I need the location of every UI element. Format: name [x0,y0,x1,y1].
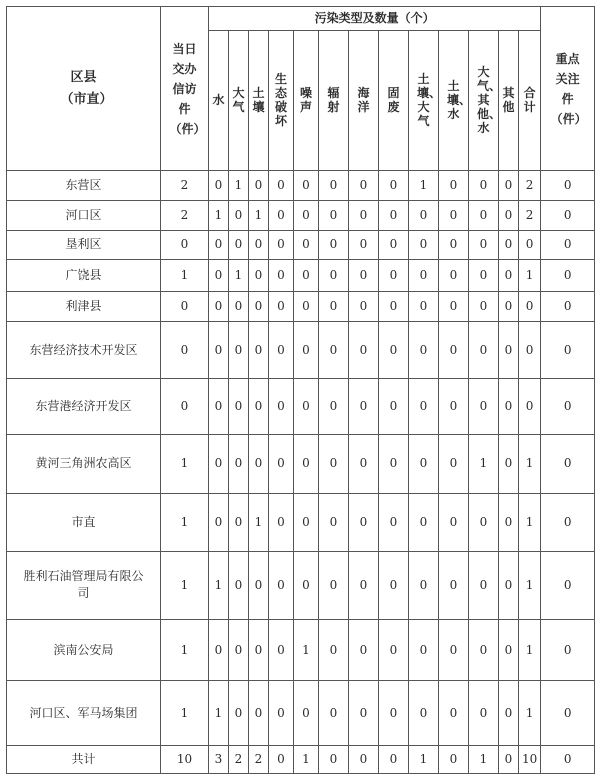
cell-type-value: 0 [209,493,229,552]
cell-type-value: 1 [249,493,269,552]
cell-focus: 0 [541,230,595,260]
cell-type-value: 0 [209,379,229,434]
cell-type-value: 0 [349,292,379,322]
cell-handled: 0 [161,292,209,322]
cell-type-value: 0 [269,321,294,379]
cell-handled: 1 [161,681,209,746]
cell-type-value: 2 [249,746,269,774]
table-row [7,493,595,552]
cell-type-value: 0 [294,171,319,201]
cell-focus: 0 [541,552,595,620]
cell-focus: 0 [541,681,595,746]
cell-type-value: 0 [499,379,519,434]
area-name: 东营港经济开发区 [35,399,132,414]
cell-type-value: 0 [439,493,469,552]
header-area-label: 区县（市直） [60,69,113,107]
header-type-label: 水 [212,93,225,107]
cell-focus: 0 [541,171,595,201]
cell-type-value: 0 [269,230,294,260]
cell-type-value: 0 [349,379,379,434]
cell-type-value: 0 [249,321,269,379]
cell-handled: 2 [161,171,209,201]
cell-area [7,552,161,620]
cell-type-value: 0 [409,552,439,620]
cell-focus: 0 [541,200,595,230]
cell-type-value: 1 [519,681,541,746]
table-row [7,379,595,434]
table-row [7,171,595,201]
header-type-11 [499,31,519,171]
cell-type-value: 0 [469,171,499,201]
cell-type-value: 0 [319,200,349,230]
cell-type-value: 0 [499,434,519,493]
cell-type-value: 0 [209,171,229,201]
cell-type-value: 0 [269,493,294,552]
cell-type-value: 0 [499,681,519,746]
cell-type-value: 0 [379,746,409,774]
area-name: 市直 [71,514,96,529]
cell-area [7,434,161,493]
cell-type-value: 1 [519,260,541,292]
cell-type-value: 0 [439,619,469,681]
cell-type-value: 0 [499,200,519,230]
cell-type-value: 0 [519,321,541,379]
cell-type-value: 0 [409,260,439,292]
cell-type-value: 0 [349,200,379,230]
cell-type-value: 1 [469,434,499,493]
cell-type-value: 0 [439,552,469,620]
cell-type-value: 0 [319,260,349,292]
header-handled [161,7,209,171]
cell-focus: 0 [541,434,595,493]
cell-type-value: 0 [209,292,229,322]
cell-type-value: 0 [349,746,379,774]
cell-type-value: 0 [319,552,349,620]
header-focus-label: 重点关注件（件） [550,51,587,126]
cell-type-value: 0 [229,434,249,493]
cell-type-value: 0 [469,681,499,746]
cell-type-value: 0 [469,321,499,379]
cell-type-value: 0 [269,260,294,292]
cell-type-value: 0 [439,681,469,746]
cell-type-value: 0 [209,321,229,379]
cell-type-value: 0 [409,379,439,434]
cell-type-value: 0 [249,619,269,681]
cell-type-value: 0 [499,171,519,201]
cell-type-value: 0 [439,200,469,230]
cell-type-value: 0 [439,321,469,379]
table-row [7,619,595,681]
cell-type-value: 1 [519,552,541,620]
cell-type-value: 0 [439,171,469,201]
cell-type-value: 0 [294,200,319,230]
cell-type-value: 0 [269,171,294,201]
cell-type-value: 0 [319,434,349,493]
header-type-0 [209,31,229,171]
cell-area [7,260,161,292]
cell-type-value: 0 [469,379,499,434]
cell-focus: 0 [541,260,595,292]
cell-focus: 0 [541,321,595,379]
cell-type-value: 2 [519,200,541,230]
cell-handled: 2 [161,200,209,230]
cell-type-value: 0 [229,379,249,434]
cell-type-value: 0 [269,746,294,774]
cell-type-value: 1 [519,619,541,681]
table-row [7,230,595,260]
cell-type-value: 0 [379,681,409,746]
cell-type-value: 0 [229,681,249,746]
cell-type-value: 0 [379,321,409,379]
cell-type-value: 0 [209,260,229,292]
cell-type-value: 0 [499,260,519,292]
cell-type-value: 0 [269,379,294,434]
header-pollution-group [209,7,541,31]
cell-handled: 1 [161,619,209,681]
cell-area [7,200,161,230]
cell-type-value: 0 [269,200,294,230]
cell-type-value: 0 [469,552,499,620]
cell-type-value: 0 [269,292,294,322]
cell-type-value: 0 [229,552,249,620]
cell-type-value: 0 [269,681,294,746]
header-type-label: 噪声 [299,86,312,114]
table-row [7,681,595,746]
cell-type-value: 0 [519,379,541,434]
header-type-3 [269,31,294,171]
cell-type-value: 0 [319,746,349,774]
area-name: 垦利区 [65,237,102,252]
cell-type-value: 0 [209,230,229,260]
cell-type-value: 0 [319,379,349,434]
area-name: 利津县 [65,299,102,314]
header-type-label: 其他 [502,86,515,114]
cell-type-value: 0 [229,230,249,260]
cell-type-value: 0 [409,200,439,230]
total-row [7,746,595,774]
cell-type-value: 0 [379,171,409,201]
cell-type-value: 0 [209,619,229,681]
cell-type-value: 0 [294,434,319,493]
table-row [7,292,595,322]
cell-type-value: 0 [379,200,409,230]
cell-focus: 0 [541,292,595,322]
cell-type-value: 0 [319,493,349,552]
cell-handled: 0 [161,379,209,434]
header-type-1 [229,31,249,171]
cell-type-value: 0 [379,434,409,493]
cell-type-value: 0 [379,493,409,552]
cell-area [7,493,161,552]
cell-type-value: 1 [209,552,229,620]
cell-handled: 0 [161,321,209,379]
table-row [7,200,595,230]
cell-type-value: 0 [439,292,469,322]
cell-area [7,379,161,434]
cell-type-value: 1 [209,200,229,230]
header-type-7 [379,31,409,171]
cell-type-value: 0 [379,230,409,260]
cell-type-value: 0 [294,552,319,620]
cell-area [7,171,161,201]
cell-type-value: 0 [469,292,499,322]
cell-type-value: 0 [249,681,269,746]
cell-type-value: 0 [349,434,379,493]
cell-type-value: 0 [319,292,349,322]
cell-type-value: 0 [294,379,319,434]
cell-type-value: 0 [294,321,319,379]
cell-area [7,321,161,379]
header-type-8 [409,31,442,171]
cell-area [7,292,161,322]
cell-type-value: 0 [294,230,319,260]
table-body [7,171,595,774]
cell-type-value: 0 [319,230,349,260]
cell-focus: 0 [541,493,595,552]
cell-type-value: 0 [269,619,294,681]
cell-type-value: 0 [229,292,249,322]
cell-focus: 0 [541,746,595,774]
cell-type-value: 0 [499,292,519,322]
header-type-label: 海洋 [357,86,370,114]
cell-type-value: 0 [519,292,541,322]
cell-area [7,619,161,681]
cell-type-value: 0 [409,681,439,746]
cell-type-value: 0 [319,681,349,746]
cell-type-value: 0 [439,230,469,260]
cell-handled: 1 [161,493,209,552]
cell-type-value: 0 [499,552,519,620]
cell-type-value: 0 [249,260,269,292]
cell-type-value: 0 [519,230,541,260]
cell-area [7,746,161,774]
header-pollution-group-label: 污染类型及数量（个） [314,11,435,25]
area-name: 广饶县 [65,268,102,283]
header-type-6 [349,31,379,171]
cell-type-value: 0 [229,321,249,379]
complaint-statistics-table [6,6,595,774]
cell-handled: 10 [161,746,209,774]
cell-handled: 1 [161,552,209,620]
header-type-10 [469,31,502,171]
cell-type-value: 0 [409,493,439,552]
cell-type-value: 0 [294,493,319,552]
cell-type-value: 0 [294,260,319,292]
cell-handled: 1 [161,260,209,292]
header-type-5 [319,31,349,171]
cell-type-value: 0 [499,493,519,552]
table-row [7,260,595,292]
cell-type-value: 0 [379,619,409,681]
cell-type-value: 0 [409,619,439,681]
cell-type-value: 0 [349,681,379,746]
cell-type-value: 0 [469,493,499,552]
header-type-12 [519,31,541,171]
area-name: 东营经济技术开发区 [29,342,138,357]
cell-type-value: 0 [349,260,379,292]
cell-type-value: 1 [519,493,541,552]
cell-type-value: 1 [519,434,541,493]
cell-type-value: 0 [439,260,469,292]
header-focus [541,7,595,171]
cell-type-value: 0 [319,321,349,379]
cell-type-value: 0 [249,552,269,620]
header-type-label: 土壤、大气 [417,72,442,128]
header-type-2 [249,31,269,171]
cell-type-value: 0 [379,292,409,322]
cell-type-value: 0 [439,746,469,774]
cell-type-value: 2 [519,171,541,201]
table-row [7,434,595,493]
header-handled-label: 当日交办信访件（件） [169,41,206,136]
cell-type-value: 1 [229,171,249,201]
cell-type-value: 0 [229,200,249,230]
cell-type-value: 0 [349,493,379,552]
cell-type-value: 0 [249,230,269,260]
header-type-label: 辐射 [327,86,340,114]
cell-type-value: 10 [519,746,541,774]
cell-area [7,681,161,746]
cell-type-value: 0 [319,619,349,681]
cell-type-value: 1 [249,200,269,230]
cell-focus: 0 [541,619,595,681]
cell-type-value: 0 [379,379,409,434]
cell-type-value: 0 [499,230,519,260]
cell-type-value: 0 [439,434,469,493]
header-type-4 [294,31,319,171]
cell-type-value: 0 [409,321,439,379]
cell-type-value: 0 [249,292,269,322]
cell-type-value: 0 [349,321,379,379]
cell-type-value: 0 [469,230,499,260]
cell-type-value: 0 [469,200,499,230]
cell-type-value: 3 [209,746,229,774]
cell-type-value: 0 [409,434,439,493]
cell-type-value: 0 [499,619,519,681]
cell-handled: 1 [161,434,209,493]
cell-type-value: 0 [469,619,499,681]
cell-type-value: 1 [294,619,319,681]
cell-type-value: 1 [409,746,439,774]
cell-type-value: 0 [294,292,319,322]
cell-type-value: 0 [269,434,294,493]
cell-type-value: 0 [249,379,269,434]
cell-type-value: 0 [469,260,499,292]
cell-handled: 0 [161,230,209,260]
area-name: 河口区 [65,207,102,222]
cell-type-value: 1 [294,746,319,774]
cell-type-value: 0 [409,292,439,322]
header-type-label: 合计 [523,86,536,114]
cell-type-value: 0 [209,434,229,493]
cell-type-value: 0 [379,260,409,292]
cell-type-value: 0 [249,434,269,493]
cell-type-value: 0 [349,171,379,201]
cell-type-value: 0 [294,681,319,746]
header-type-label: 土壤、水 [447,79,472,121]
cell-type-value: 1 [209,681,229,746]
cell-type-value: 0 [229,493,249,552]
table-row [7,321,595,379]
header-area [7,7,161,171]
cell-type-value: 1 [469,746,499,774]
cell-type-value: 1 [229,260,249,292]
table-row [7,552,595,620]
header-type-9 [439,31,472,171]
area-name: 东营区 [65,177,102,192]
cell-type-value: 0 [439,379,469,434]
cell-area [7,230,161,260]
header-type-label: 大气 [232,86,245,114]
cell-type-value: 0 [409,230,439,260]
header-type-label: 大气、其他、水 [477,65,502,135]
area-name: 胜利石油管理局有限公司 [23,569,144,601]
cell-type-value: 0 [319,171,349,201]
cell-type-value: 0 [269,552,294,620]
header-type-label: 固废 [387,86,400,114]
cell-focus: 0 [541,379,595,434]
header-type-label: 土壤 [252,86,265,114]
cell-type-value: 0 [499,746,519,774]
header-type-label: 生态破坏 [274,72,287,128]
cell-type-value: 0 [349,619,379,681]
cell-type-value: 0 [229,619,249,681]
cell-type-value: 0 [379,552,409,620]
cell-type-value: 0 [249,171,269,201]
area-name: 河口区、军马场集团 [29,705,138,720]
area-name: 黄河三角洲农高区 [35,456,132,471]
area-name: 共计 [71,752,96,767]
cell-type-value: 2 [229,746,249,774]
cell-type-value: 0 [499,321,519,379]
cell-type-value: 0 [349,230,379,260]
cell-type-value: 1 [409,171,439,201]
area-name: 滨南公安局 [53,642,114,657]
cell-type-value: 0 [349,552,379,620]
